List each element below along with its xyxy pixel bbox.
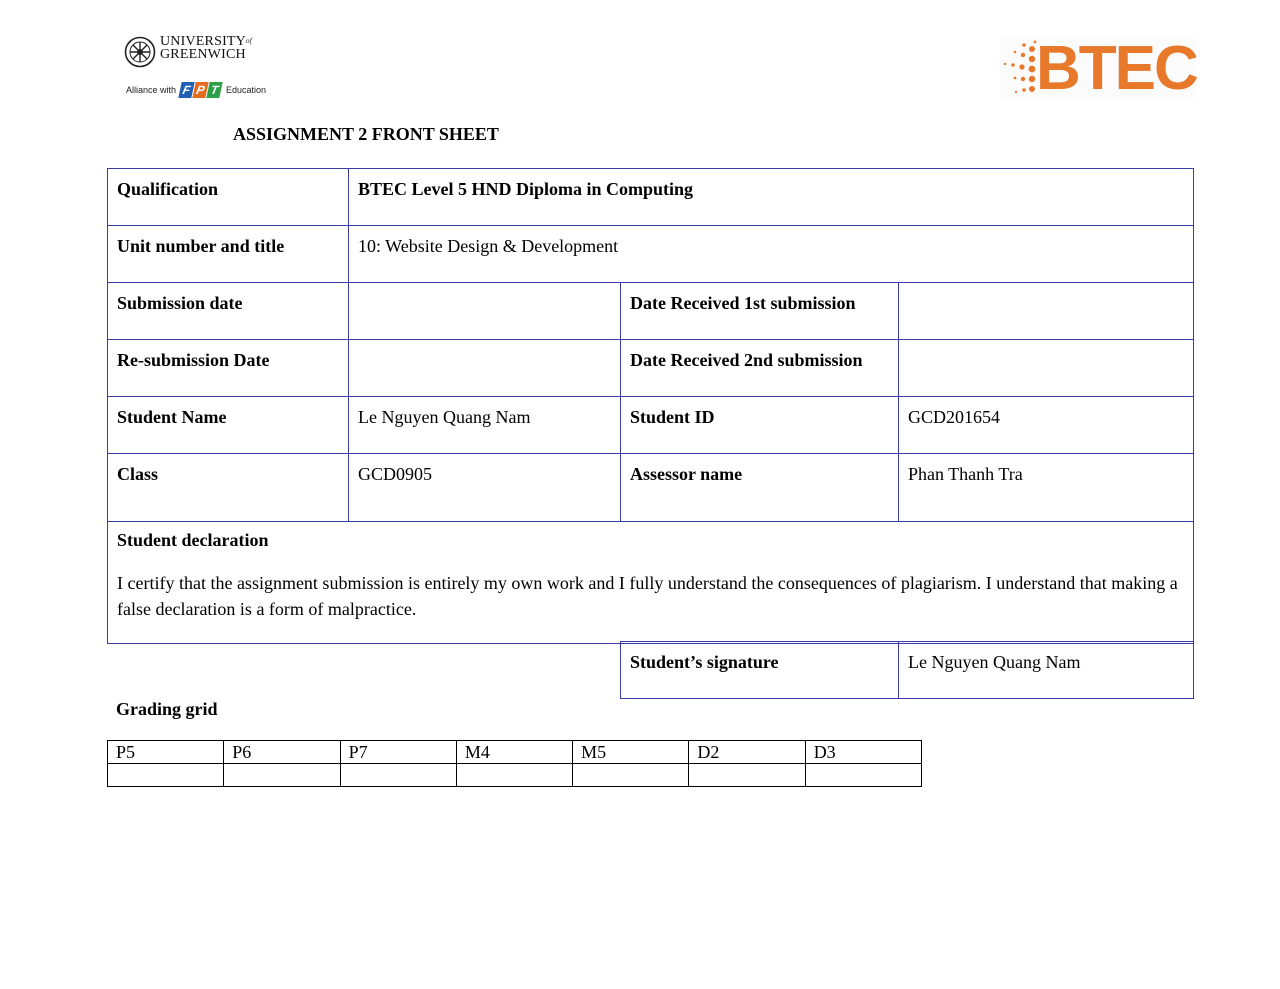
grade-value-d2 — [689, 764, 805, 787]
resubmission-date-label: Re-submission Date — [108, 340, 349, 397]
signature-table — [620, 641, 1194, 699]
unit-label: Unit number and title — [108, 226, 349, 283]
date-received-1st-value — [899, 283, 1194, 340]
student-row — [108, 397, 1194, 454]
alliance-prefix: Alliance with — [126, 85, 177, 95]
greenwich-seal-icon — [124, 36, 156, 68]
grade-col-d2: D2 — [689, 741, 805, 764]
date-received-2nd-label: Date Received 2nd submission — [621, 340, 899, 397]
submission-date-row — [108, 283, 1194, 340]
front-sheet-table — [107, 168, 1194, 644]
grade-value-p7 — [340, 764, 456, 787]
qualification-row — [108, 169, 1194, 226]
grading-grid-table — [107, 740, 922, 787]
resubmission-date-row — [108, 340, 1194, 397]
assessor-label: Assessor name — [621, 454, 899, 522]
grade-col-p7: P7 — [340, 741, 456, 764]
unit-row — [108, 226, 1194, 283]
submission-date-label: Submission date — [108, 283, 349, 340]
grade-col-m4: M4 — [456, 741, 572, 764]
student-name-value: Le Nguyen Quang Nam — [349, 397, 621, 454]
signature-value: Le Nguyen Quang Nam — [899, 642, 1194, 699]
qualification-label: Qualification — [108, 169, 349, 226]
page-title: ASSIGNMENT 2 FRONT SHEET — [233, 124, 499, 144]
student-name-label: Student Name — [108, 397, 349, 454]
grading-value-row — [108, 764, 922, 787]
grade-col-m5: M5 — [573, 741, 689, 764]
class-label: Class — [108, 454, 349, 522]
university-of-greenwich-logo — [124, 34, 274, 104]
date-received-2nd-value — [899, 340, 1194, 397]
class-value: GCD0905 — [349, 454, 621, 522]
declaration-heading: Student declaration — [117, 530, 269, 550]
btec-wordmark: BTEC — [1036, 34, 1197, 103]
alliance-suffix: Education — [226, 85, 267, 95]
submission-date-value — [349, 283, 621, 340]
fpt-logo: F P T — [180, 82, 222, 98]
alliance-line — [126, 81, 266, 99]
grade-value-d3 — [805, 764, 921, 787]
grading-grid-title: Grading grid — [116, 699, 218, 719]
class-row — [108, 454, 1194, 522]
grade-value-m5 — [573, 764, 689, 787]
grade-value-p6 — [224, 764, 340, 787]
signature-label: Student’s signature — [621, 642, 899, 699]
grade-col-p5: P5 — [108, 741, 224, 764]
university-name: $UNIVERSITY^{of}$ GREENWICH — [160, 34, 252, 62]
grade-col-p6: P6 — [224, 741, 340, 764]
declaration-cell — [108, 522, 1194, 644]
signature-row — [621, 642, 1194, 699]
btec-dots-icon — [1002, 40, 1040, 96]
qualification-value: BTEC Level 5 HND Diploma in Computing — [349, 169, 1194, 226]
declaration-text: I certify that the assignment submission is entirely my own work and I fully understand the consequences of plagiarism. I understand that making a false declaration is a form of malpractice. — [117, 573, 1178, 619]
grade-col-d3: D3 — [805, 741, 921, 764]
student-id-label: Student ID — [621, 397, 899, 454]
grade-value-m4 — [456, 764, 572, 787]
btec-logo — [1000, 34, 1197, 103]
unit-value: 10: Website Design & Development — [349, 226, 1194, 283]
resubmission-date-value — [349, 340, 621, 397]
date-received-1st-label: Date Received 1st submission — [621, 283, 899, 340]
declaration-row — [108, 522, 1194, 644]
student-id-value: GCD201654 — [899, 397, 1194, 454]
grade-value-p5 — [108, 764, 224, 787]
assessor-value: Phan Thanh Tra — [899, 454, 1194, 522]
grading-header-row — [108, 741, 922, 764]
